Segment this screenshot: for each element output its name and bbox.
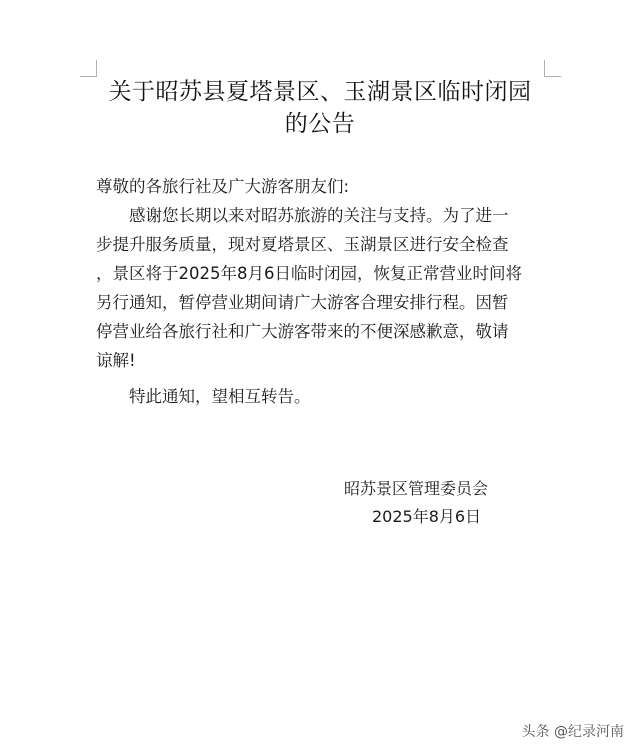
body-line: 谅解! (96, 351, 136, 370)
signer-organization: 昭苏景区管理委员会 (344, 479, 489, 498)
notice-title-line-2: 的公告 (284, 111, 356, 137)
body-line: ，景区将于2025年8月6日临时闭园，恢复正常营业时间将 (96, 264, 522, 283)
watermark-account: @纪录河南 (554, 724, 624, 740)
watermark-source: 头条 (521, 724, 550, 740)
notice-title (40, 76, 600, 140)
salutation: 尊敬的各旅行社及广大游客朋友们: (96, 177, 350, 196)
body-line: 感谢您长期以来对昭苏旅游的关注与支持。为了进一 (129, 206, 509, 225)
body-line: 另行通知，暂停营业期间请广大游客合理安排行程。因暂 (96, 293, 509, 312)
signature-date: 2025年8月6日 (372, 507, 482, 526)
body-line: 步提升服务质量，现对夏塔景区、玉湖景区进行安全检查 (96, 235, 509, 254)
crop-mark-top-left (80, 60, 97, 77)
body-line: 停营业给各旅行社和广大游客带来的不便深感歉意，敬请 (96, 322, 509, 341)
notice-body (96, 201, 542, 375)
notice-title-line-1: 关于昭苏县夏塔景区、玉湖景区临时闭园 (108, 79, 532, 105)
source-watermark (522, 722, 624, 742)
closing-remark: 特此通知，望相互转告。 (129, 387, 311, 406)
crop-mark-top-right (544, 60, 561, 77)
